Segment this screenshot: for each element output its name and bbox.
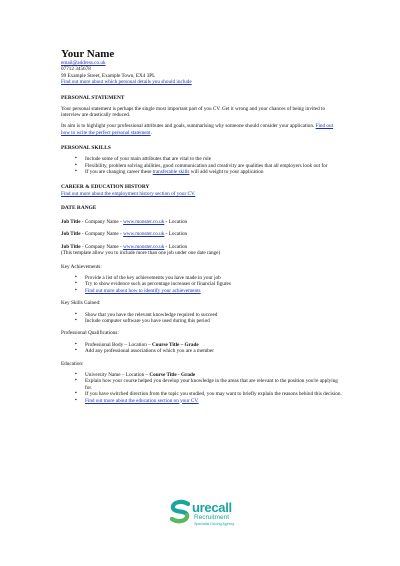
skills-gained-list — [61, 312, 343, 325]
education-label: Education: — [61, 360, 84, 367]
personal-statement-para1: Your personal statement is perhaps the single most important part of you CV. Get it wrong and your chances of being invited to interview are drastically reduced. — [61, 105, 326, 119]
job-entry: Job Title - Company Name - www.monster.co.uk - Location — [61, 243, 188, 250]
list-item: ▪ University Name – Location – Course Title - Grade — [61, 372, 343, 378]
list-item: ▪ Try to show evidence such as percentage increases or financial figures — [61, 281, 343, 287]
personal-skills-list — [61, 156, 343, 175]
list-item: ▪ Provide a list of the key achievements you have made in your job — [61, 275, 343, 281]
company-link[interactable]: www.monster.co.uk — [123, 218, 165, 225]
logo-wordmark: urecall — [192, 500, 232, 515]
list-item: ▪ Add any professional associations of which you are a member — [61, 348, 343, 354]
transferable-skills-link[interactable]: transferable skills — [152, 169, 190, 176]
logo-tagline: Specialist Driving Agency — [194, 522, 235, 526]
surecall-s-logo-icon — [168, 499, 194, 525]
candidate-name: Your Name — [61, 48, 115, 60]
personal-statement-link[interactable]: Find out how to write the perfect personal statement — [61, 123, 334, 136]
list-item: ▪ Explain how your course helped you develop your knowledge in the areas that are relevant to the position you're applying for. — [61, 378, 343, 391]
surecall-logo — [168, 499, 248, 529]
cv-content — [61, 48, 343, 404]
employment-history-link[interactable]: Find out more about the employment history section of your CV. — [61, 191, 196, 198]
achievements-link[interactable]: Find out more about how to identify your achievements — [85, 287, 201, 294]
achievements-list — [61, 275, 343, 294]
list-item — [61, 398, 343, 404]
company-link[interactable]: www.monster.co.uk — [123, 231, 165, 238]
qualifications-list — [61, 342, 343, 355]
list-item: ▪ If you are changing career these transferable skills will add weight to your application — [61, 169, 343, 175]
education-link[interactable]: Find out more about the education section on your CV. — [85, 397, 199, 404]
job-entry: Job Title - Company Name - www.monster.co.uk - Location — [61, 218, 188, 225]
job-note: (This template allow you to include more than one job under one date range) — [61, 250, 221, 257]
phone-number: 07712 345678 — [61, 66, 91, 73]
personal-statement-heading: PERSONAL STATEMENT — [61, 94, 125, 101]
list-item: ▪ Include computer software you have used during this period — [61, 318, 343, 324]
key-skills-label: Key Skills Gained: — [61, 300, 101, 307]
personal-details-link[interactable]: Find out more about which personal details you should include — [61, 79, 192, 86]
email-link[interactable]: email@address.co.uk — [61, 60, 106, 66]
list-item — [61, 288, 343, 294]
personal-skills-heading: PERSONAL SKILLS — [61, 145, 111, 152]
education-list — [61, 372, 343, 404]
list-item: ▪ Include some of your main attributes that are vital to the role — [61, 156, 343, 162]
list-item: ▪ Professional Body – Location – Course Title – Grade — [61, 342, 343, 348]
qualifications-label: Professional Qualifications: — [61, 330, 119, 337]
job-entry: Job Title - Company Name - www.monster.co.uk - Location — [61, 231, 188, 238]
list-item: ▪ Show that you have the relevant knowledge required to succeed — [61, 312, 343, 318]
list-item: ▪ If you have switched direction from the topic you studied, you may want to briefly explain the reasons behind this decision. — [61, 391, 343, 397]
key-achievements-label: Key Achievements: — [61, 263, 102, 270]
company-link[interactable]: www.monster.co.uk — [123, 243, 165, 250]
address: 99 Example Street, Example Town, EX4 3PL — [61, 72, 156, 79]
date-range-heading: DATE RANGE — [61, 204, 97, 211]
logo-subtitle: Recruitment — [194, 514, 230, 521]
list-item: ▪ Flexibility, problem solving abilities, good communication and creativity are qualities that all employers look out for — [61, 163, 343, 169]
career-heading: CAREER & EDUCATION HISTORY — [61, 184, 150, 191]
personal-statement-para2: Its aim is to highlight your professional attributes and goals, summarising why someone should consider your application. Find out how to write the perfect personal statement. — [61, 123, 334, 136]
